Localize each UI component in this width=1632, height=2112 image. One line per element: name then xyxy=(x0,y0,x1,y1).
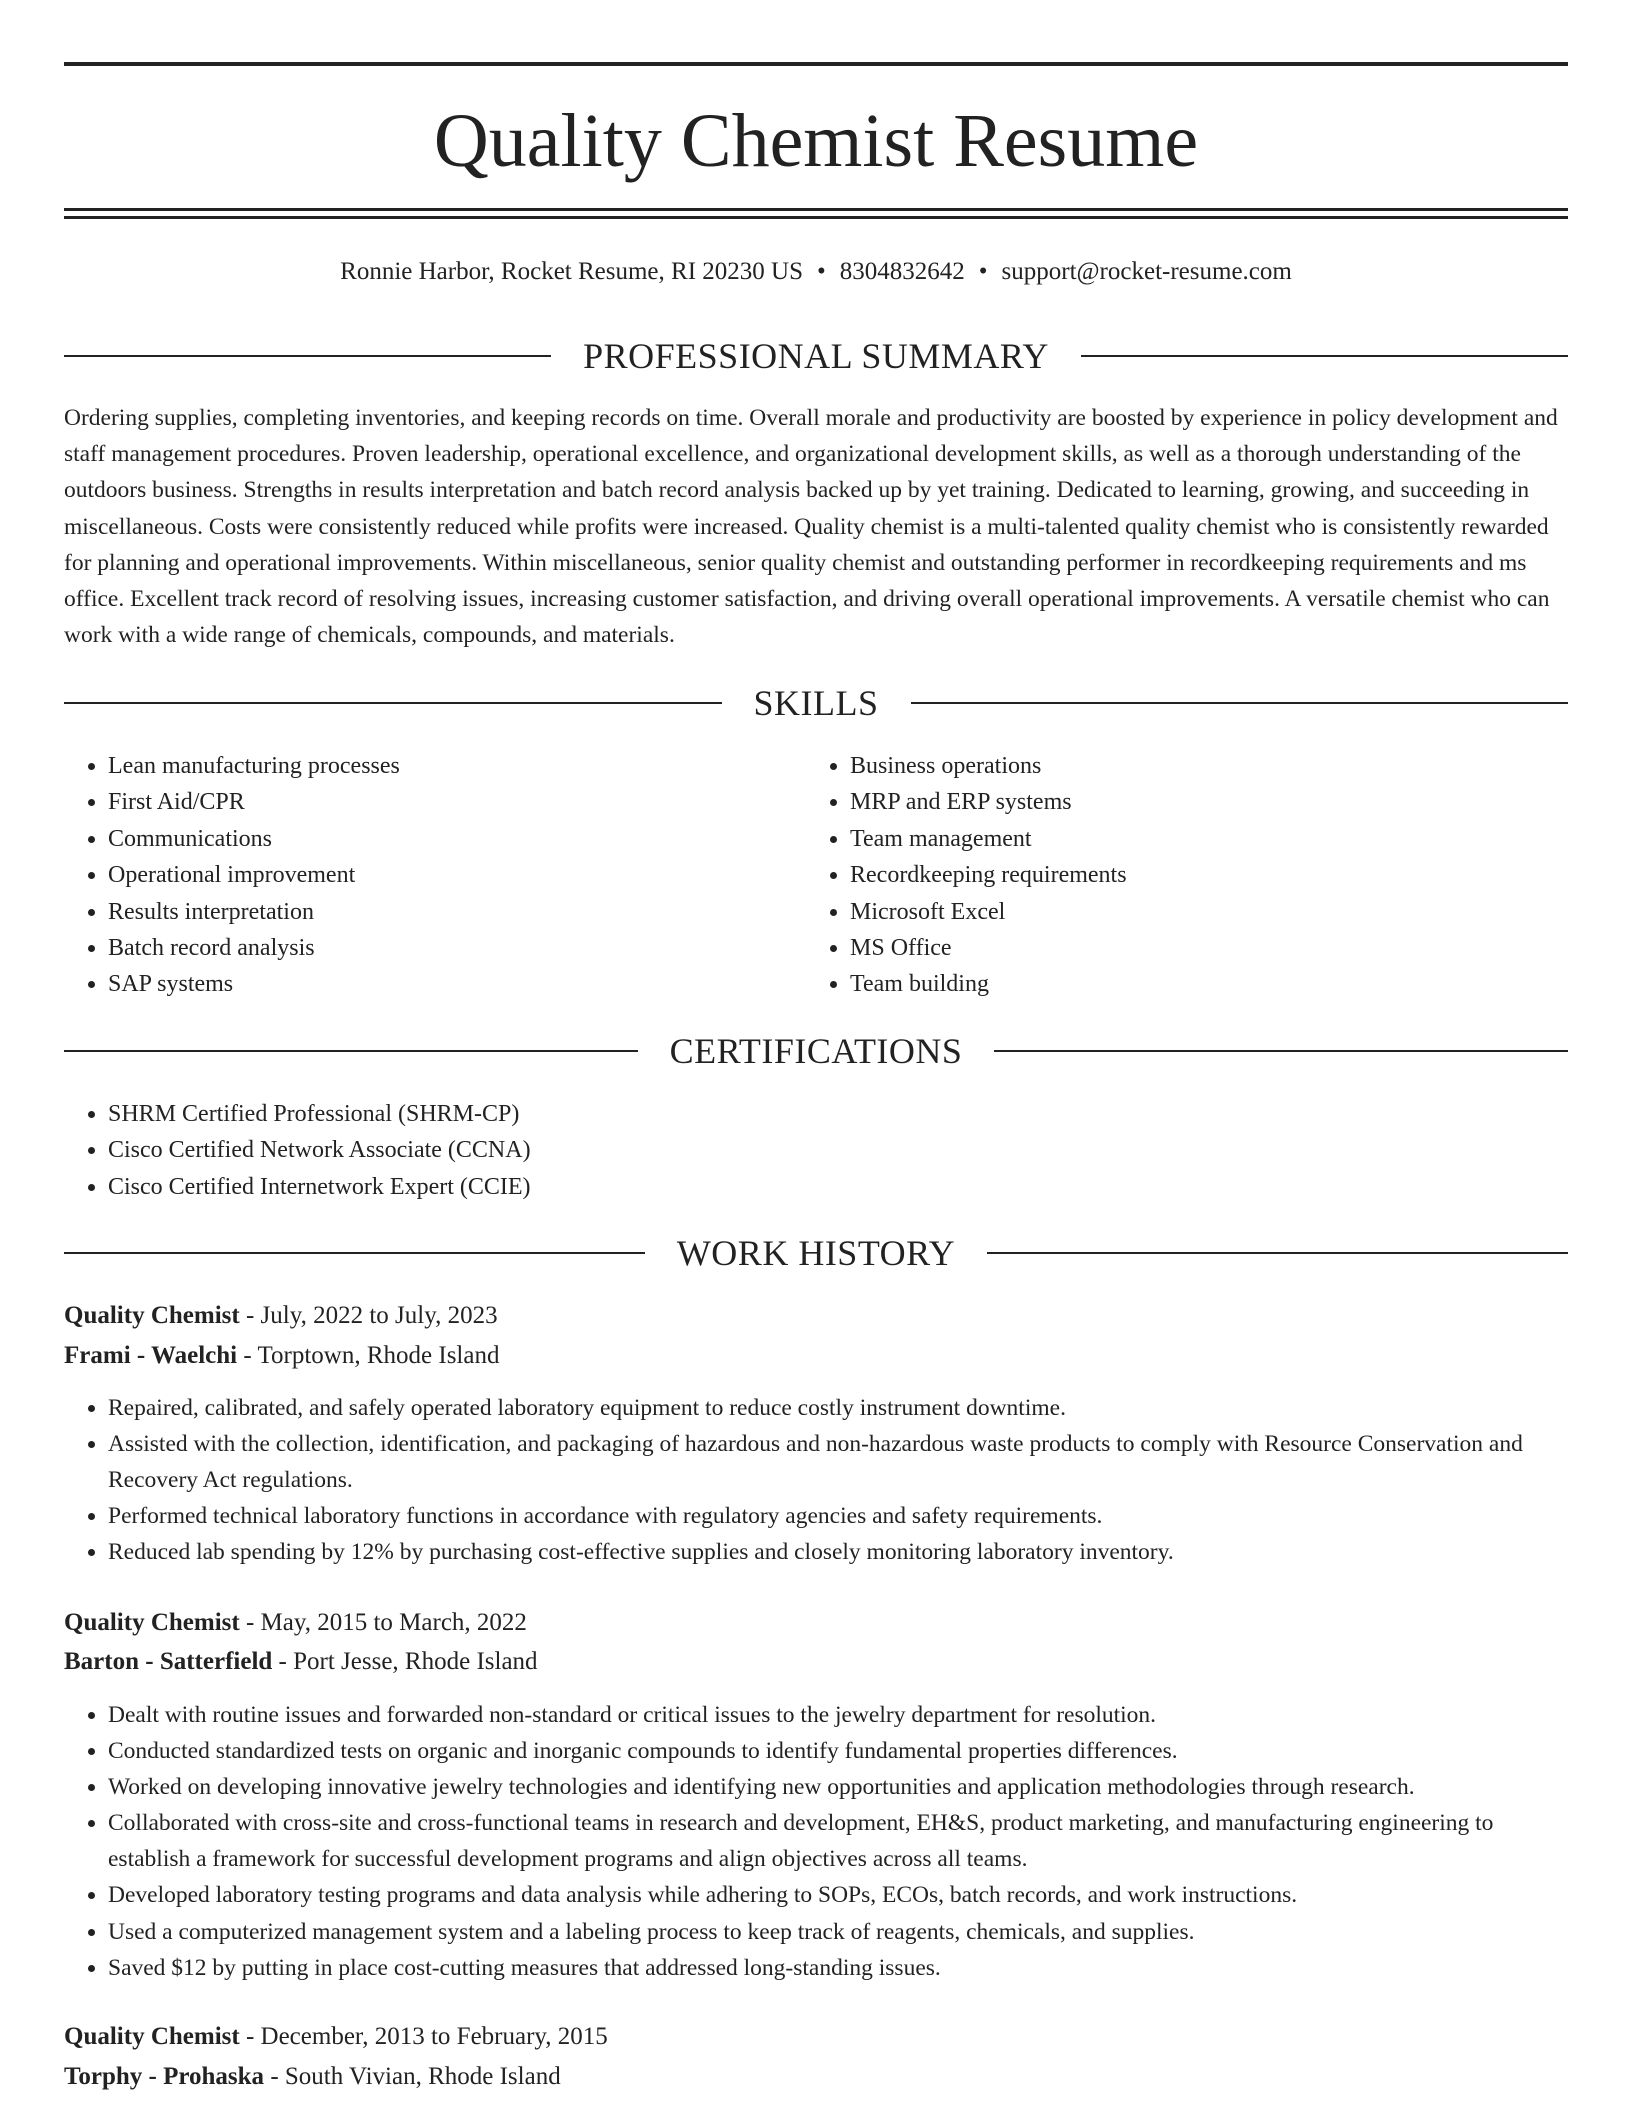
job-dates: - December, 2013 to February, 2015 xyxy=(239,2023,608,2050)
skill-item: • First Aid/CPR xyxy=(108,784,808,820)
contact-separator: • xyxy=(817,258,826,285)
skill-item: • Batch record analysis xyxy=(108,930,808,966)
heading-rule xyxy=(64,355,551,357)
skill-item: • Results interpretation xyxy=(108,894,808,930)
job-bullet: • Assisted with the collection, identification, and packaging of hazardous and non-hazardous waste products to comply with Resource Conservation and Recovery Act regulations. xyxy=(108,1426,1568,1498)
job-title: Quality Chemist xyxy=(64,1609,240,1636)
job-title: Quality Chemist xyxy=(64,1302,240,1329)
job-bullet: • Dealt with routine issues and forwarded non-standard or critical issues to the jewelry department for resolution. xyxy=(108,1697,1568,1733)
contact-phone: 8304832642 xyxy=(839,258,965,285)
skill-item: • Operational improvement xyxy=(108,857,808,893)
heading-rule xyxy=(994,1050,1568,1052)
top-rule xyxy=(64,62,1568,66)
skills-heading xyxy=(64,681,1568,725)
skill-item: • Recordkeeping requirements xyxy=(850,857,1550,893)
job-location: - Torptown, Rhode Island xyxy=(237,1342,500,1369)
job-location: - South Vivian, Rhode Island xyxy=(264,2063,561,2090)
certifications-heading xyxy=(64,1029,1568,1073)
skills-heading-label: SKILLS xyxy=(753,683,879,723)
job-title-line xyxy=(64,1298,1568,1334)
certifications-heading-label: CERTIFICATIONS xyxy=(669,1031,963,1071)
summary-heading-label: PROFESSIONAL SUMMARY xyxy=(583,336,1049,376)
skill-item: • Business operations xyxy=(850,748,1550,784)
skills-list-left xyxy=(64,748,808,1003)
job-bullets xyxy=(64,1697,1568,1986)
contact-line xyxy=(64,254,1568,290)
work-history-heading xyxy=(64,1231,1568,1275)
heading-rule xyxy=(911,702,1569,704)
job-bullet: • Repaired, calibrated, and safely operated laboratory equipment to reduce costly instrument downtime. xyxy=(108,1390,1568,1426)
job-bullet: • Saved $12 by putting in place cost-cutting measures that addressed long-standing issues. xyxy=(108,1950,1568,1986)
skill-item: • MRP and ERP systems xyxy=(850,784,1550,820)
title-rule-upper xyxy=(64,208,1568,211)
certification-item: • Cisco Certified Network Associate (CCNA) xyxy=(108,1132,1568,1168)
title-rule-lower xyxy=(64,216,1568,219)
summary-text: Ordering supplies, completing inventories, and keeping records on time. Overall morale and productivity are boosted by experience in policy development and staff management procedures. Proven leadership, operational excellence, and organizational development skills, as well as a thorough understanding of the outdoors business. Strengths in results interpretation and batch record analysis backed up by yet training. Dedicated to learning, growing, and succeeding in miscellaneous. Costs were consistently reduced while profits were increased. Quality chemist is a multi-talented quality chemist who is consistently rewarded for planning and operational improvements. Within miscellaneous, senior quality chemist and outstanding performer in recordkeeping requirements and ms office. Excellent track record of resolving issues, increasing customer satisfaction, and driving overall operational improvements. A versatile chemist who can work with a wide range of chemicals, compounds, and materials. xyxy=(64,405,1558,649)
job-bullet: • Developed laboratory testing programs and data analysis while adhering to SOPs, ECOs, batch records, and work instructions. xyxy=(108,1877,1568,1913)
contact-email: support@rocket-resume.com xyxy=(1001,258,1292,285)
skill-item: • MS Office xyxy=(850,930,1550,966)
job-bullet: • Worked on developing innovative jewelry technologies and identifying new opportunities and application methodologies through research. xyxy=(108,1769,1568,1805)
heading-rule xyxy=(64,1252,645,1254)
summary-heading xyxy=(64,334,1568,378)
certification-item: • SHRM Certified Professional (SHRM-CP) xyxy=(108,1096,1568,1132)
job-bullets xyxy=(64,1390,1568,1570)
job-bullet: • Collaborated with cross-site and cross-functional teams in research and development, EH&S, product marketing, and manufacturing engineering to establish a framework for successful development programs and align objectives across all teams. xyxy=(108,1805,1568,1877)
certification-item: • Cisco Certified Internetwork Expert (CCIE) xyxy=(108,1169,1568,1205)
contact-address: Ronnie Harbor, Rocket Resume, RI 20230 US xyxy=(340,258,803,285)
job-company: Torphy - Prohaska xyxy=(64,2063,265,2090)
job-dates: - July, 2022 to July, 2023 xyxy=(239,1302,498,1329)
job-company-line xyxy=(64,1644,1568,1680)
job-bullet: • Used a computerized management system and a labeling process to keep track of reagents, chemicals, and supplies. xyxy=(108,1914,1568,1950)
resume-title: Quality Chemist Resume xyxy=(433,99,1199,183)
heading-rule xyxy=(64,702,722,704)
job-bullet: • Reduced lab spending by 12% by purchasing cost-effective supplies and closely monitoring laboratory inventory. xyxy=(108,1534,1568,1570)
heading-rule xyxy=(987,1252,1568,1254)
job-title: Quality Chemist xyxy=(64,2023,240,2050)
skill-item: • Lean manufacturing processes xyxy=(108,748,808,784)
contact-separator: • xyxy=(978,258,988,285)
job-company: Frami - Waelchi xyxy=(64,1342,238,1369)
job-title-line xyxy=(64,2019,1568,2055)
skill-item: • Team building xyxy=(850,966,1550,1002)
heading-rule xyxy=(1081,355,1568,357)
job-company-line xyxy=(64,1338,1568,1374)
work-history-heading-label: WORK HISTORY xyxy=(676,1233,956,1273)
job-dates: - May, 2015 to March, 2022 xyxy=(239,1609,527,1636)
heading-rule xyxy=(64,1050,638,1052)
skill-item: • Communications xyxy=(108,821,808,857)
skill-item: • SAP systems xyxy=(108,966,808,1002)
skills-list-right xyxy=(806,748,1550,1003)
job-title-line xyxy=(64,1605,1568,1641)
job-company-line xyxy=(64,2059,1568,2095)
certifications-list xyxy=(64,1096,1568,1205)
skill-item: • Microsoft Excel xyxy=(850,894,1550,930)
job-bullet: • Conducted standardized tests on organic and inorganic compounds to identify fundamental properties differences. xyxy=(108,1733,1568,1769)
skill-item: • Team management xyxy=(850,821,1550,857)
job-company: Barton - Satterfield xyxy=(64,1648,273,1675)
job-location: - Port Jesse, Rhode Island xyxy=(272,1648,538,1675)
job-bullet: • Performed technical laboratory functions in accordance with regulatory agencies and safety requirements. xyxy=(108,1498,1568,1534)
